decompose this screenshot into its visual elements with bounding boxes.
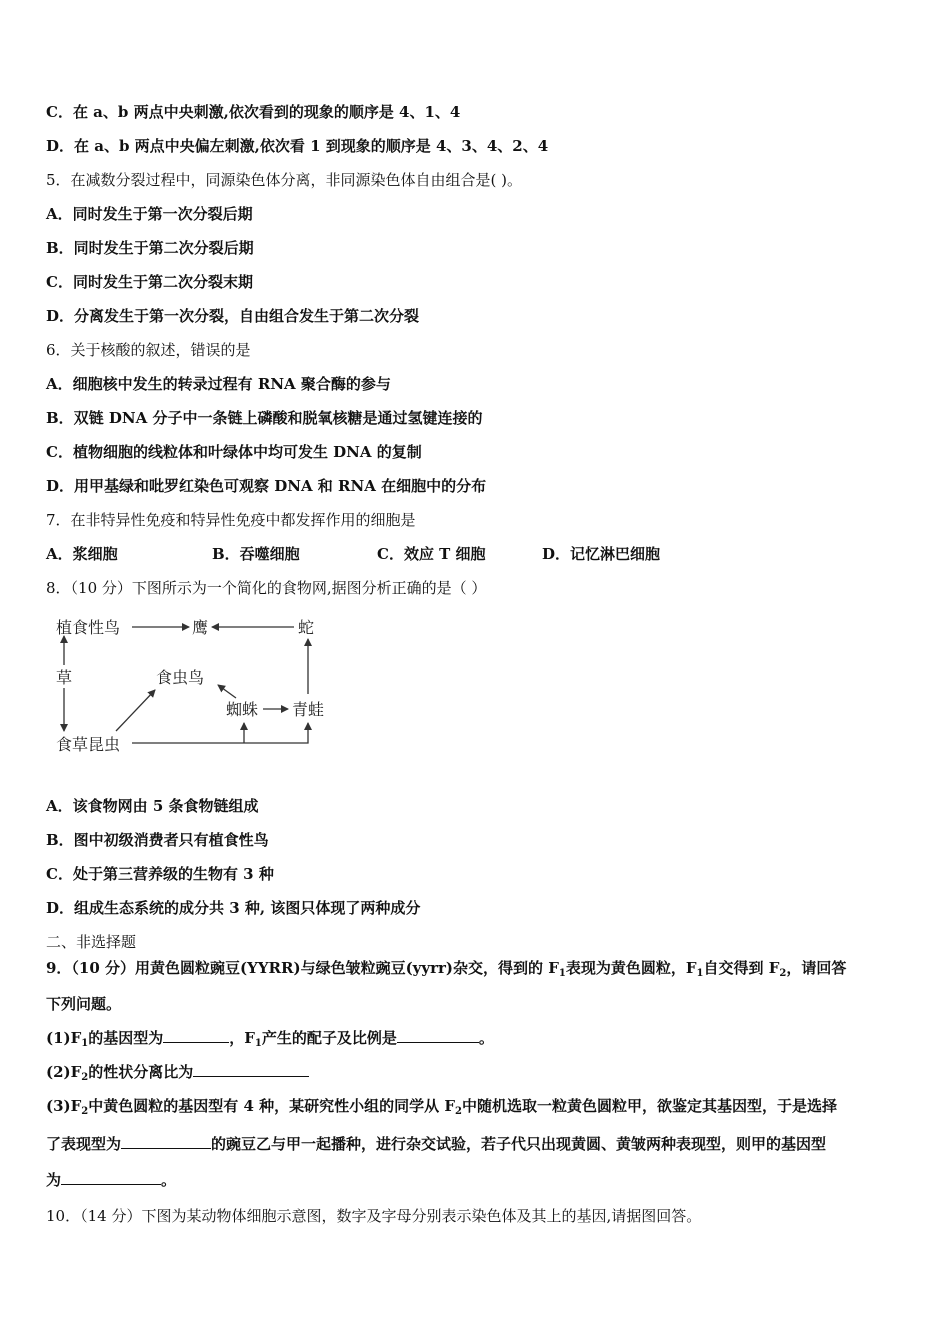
q7-stem: 7．在非特异性免疫和特异性免疫中都发挥作用的细胞是	[46, 511, 416, 529]
node-spider: 蜘蛛	[226, 700, 259, 719]
q9-stem-cont: 下列问题。	[46, 995, 122, 1013]
answer-blank-1[interactable]	[163, 1028, 229, 1043]
answer-blank-5[interactable]	[61, 1170, 161, 1185]
q5-option-d: D．分离发生于第一次分裂，自由组合发生于第二次分裂	[46, 307, 420, 325]
node-eagle: 鹰	[192, 618, 209, 637]
q5-option-a: A．同时发生于第一次分裂后期	[46, 205, 253, 223]
q8-option-a: A．该食物网由 5 条食物链组成	[46, 797, 259, 815]
node-snake: 蛇	[298, 618, 315, 637]
q9-part-3-line3: 为 。	[46, 1171, 177, 1189]
answer-blank-3[interactable]	[193, 1062, 309, 1077]
arrow-insect-to-insect-bird	[116, 690, 155, 731]
section-heading: 二、非选择题	[46, 933, 137, 951]
q8-option-b: B．图中初级消费者只有植食性鸟	[46, 831, 269, 849]
q9-part-1: $(1)F_1$的基因型为 ，$F_1$产生的配子及比例是 。	[46, 1029, 494, 1049]
q10-stem: 10．（14 分）下图为某动物体细胞示意图，数字及字母分别表示染色体及其上的基因,请据图回答。	[46, 1207, 702, 1225]
q4-option-c: C．在 a、b 两点中央刺激,依次看到的现象的顺序是 4、1、4	[46, 103, 461, 121]
q7-option-a: A．浆细胞	[46, 545, 118, 563]
q8-option-c: C．处于第三营养级的生物有 3 种	[46, 865, 274, 883]
q6-option-c: C．植物细胞的线粒体和叶绿体中均可发生 DNA 的复制	[46, 443, 422, 461]
q6-option-b: B．双链 DNA 分子中一条链上磷酸和脱氧核糖是通过氢键连接的	[46, 409, 483, 427]
q9-stem: 9．（10 分）用黄色圆粒豌豆(YYRR)与绿色皱粒豌豆(yyrr)杂交，得到的 $F_1$表现为黄色圆粒，$F_1$自交得到 $F_2$，请回答	[46, 959, 847, 979]
q6-option-d: D．用甲基绿和吡罗红染色可观察 DNA 和 RNA 在细胞中的分布	[46, 477, 487, 495]
q9-part-3: $(3)F_2$中黄色圆粒的基因型有 4 种，某研究性小组的同学从 $F_2$中随机选取一粒黄色圆粒甲，欲鉴定其基因型，于是选择	[46, 1097, 837, 1117]
q7-option-d: D．记忆淋巴细胞	[542, 545, 661, 563]
q5-stem: 5．在减数分裂过程中，同源染色体分离，非同源染色体自由组合是( )。	[46, 171, 523, 189]
q6-stem: 6．关于核酸的叙述，错误的是	[46, 341, 251, 359]
node-grass: 草	[56, 668, 73, 687]
arrow-insect-to-frog	[132, 723, 308, 743]
food-web-diagram	[46, 606, 336, 766]
q9-part-2: $(2)F_2$的性状分离比为	[46, 1062, 309, 1082]
q6-option-a: A．细胞核中发生的转录过程有 RNA 聚合酶的参与	[46, 375, 391, 393]
node-frog: 青蛙	[292, 700, 325, 719]
node-insect-bird: 食虫鸟	[156, 668, 205, 687]
answer-blank-4[interactable]	[121, 1134, 211, 1149]
q8-option-d: D．组成生态系统的成分共 3 种, 该图只体现了两种成分	[46, 899, 421, 917]
q4-option-d: D．在 a、b 两点中央偏左刺激,依次看 1 到现象的顺序是 4、3、4、2、4	[46, 137, 549, 155]
answer-blank-2[interactable]	[397, 1028, 479, 1043]
q9-part-3-line2: 了表现型为 的豌豆乙与甲一起播种，进行杂交试验，若子代只出现黄圆、黄皱两种表现型，则甲的基因型	[46, 1135, 827, 1153]
arrow-spider-to-insect-bird	[218, 685, 236, 698]
node-plant-bird: 植食性鸟	[56, 618, 121, 637]
q5-option-c: C．同时发生于第二次分裂末期	[46, 273, 253, 291]
q8-stem: 8．（10 分）下图所示为一个简化的食物网,据图分析正确的是（ ）	[46, 579, 487, 597]
q7-option-b: B．吞噬细胞	[212, 545, 300, 563]
node-herbivore-insect: 食草昆虫	[56, 735, 121, 754]
q5-option-b: B．同时发生于第二次分裂后期	[46, 239, 254, 257]
q7-option-c: C．效应 T 细胞	[377, 545, 486, 563]
